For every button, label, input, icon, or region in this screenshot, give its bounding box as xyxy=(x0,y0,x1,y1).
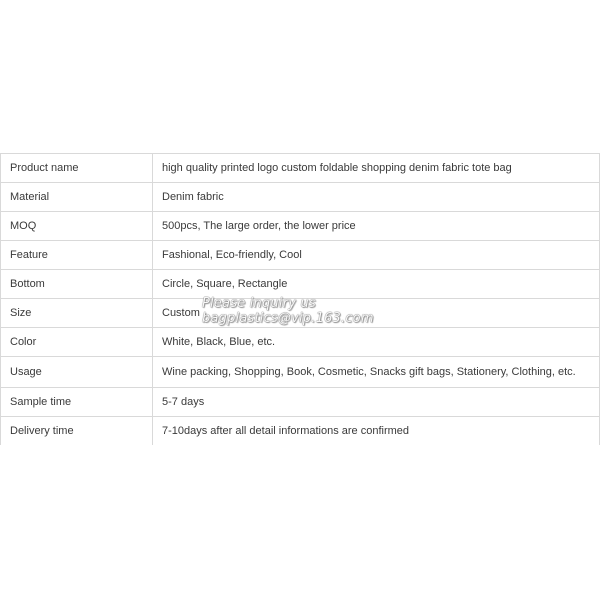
table-row xyxy=(1,417,600,446)
row-label-usage: Usage xyxy=(1,357,153,388)
row-label-feature: Feature xyxy=(1,241,153,270)
watermark-line-2: bagplastics@vip.163.com xyxy=(202,311,374,326)
row-label-delivery-time: Delivery time xyxy=(1,417,153,446)
row-label-material: Material xyxy=(1,183,153,212)
row-value-product-name: high quality printed logo custom foldable shopping denim fabric tote bag xyxy=(153,154,600,183)
row-value-sample-time: 5-7 days xyxy=(153,388,600,417)
row-value-size: Custom xyxy=(153,299,600,328)
table-row xyxy=(1,270,600,299)
table-row xyxy=(1,357,600,388)
row-value-bottom: Circle, Square, Rectangle xyxy=(153,270,600,299)
row-value-feature: Fashional, Eco-friendly, Cool xyxy=(153,241,600,270)
row-label-color: Color xyxy=(1,328,153,357)
row-label-product-name: Product name xyxy=(1,154,153,183)
table-row xyxy=(1,183,600,212)
row-label-bottom: Bottom xyxy=(1,270,153,299)
table-row xyxy=(1,241,600,270)
table-row xyxy=(1,299,600,328)
row-value-delivery-time: 7-10days after all detail informations are confirmed xyxy=(153,417,600,446)
row-label-sample-time: Sample time xyxy=(1,388,153,417)
row-value-moq: 500pcs, The large order, the lower price xyxy=(153,212,600,241)
table-row xyxy=(1,328,600,357)
row-value-usage: Wine packing, Shopping, Book, Cosmetic, Snacks gift bags, Stationery, Clothing, etc. xyxy=(153,357,600,388)
table-row xyxy=(1,388,600,417)
watermark-line-1: Please inquiry us xyxy=(202,296,316,311)
table-row xyxy=(1,154,600,183)
row-value-material: Denim fabric xyxy=(153,183,600,212)
row-label-size: Size xyxy=(1,299,153,328)
table-row xyxy=(1,212,600,241)
product-spec-table xyxy=(0,153,600,445)
row-value-color: White, Black, Blue, etc. xyxy=(153,328,600,357)
row-label-moq: MOQ xyxy=(1,212,153,241)
